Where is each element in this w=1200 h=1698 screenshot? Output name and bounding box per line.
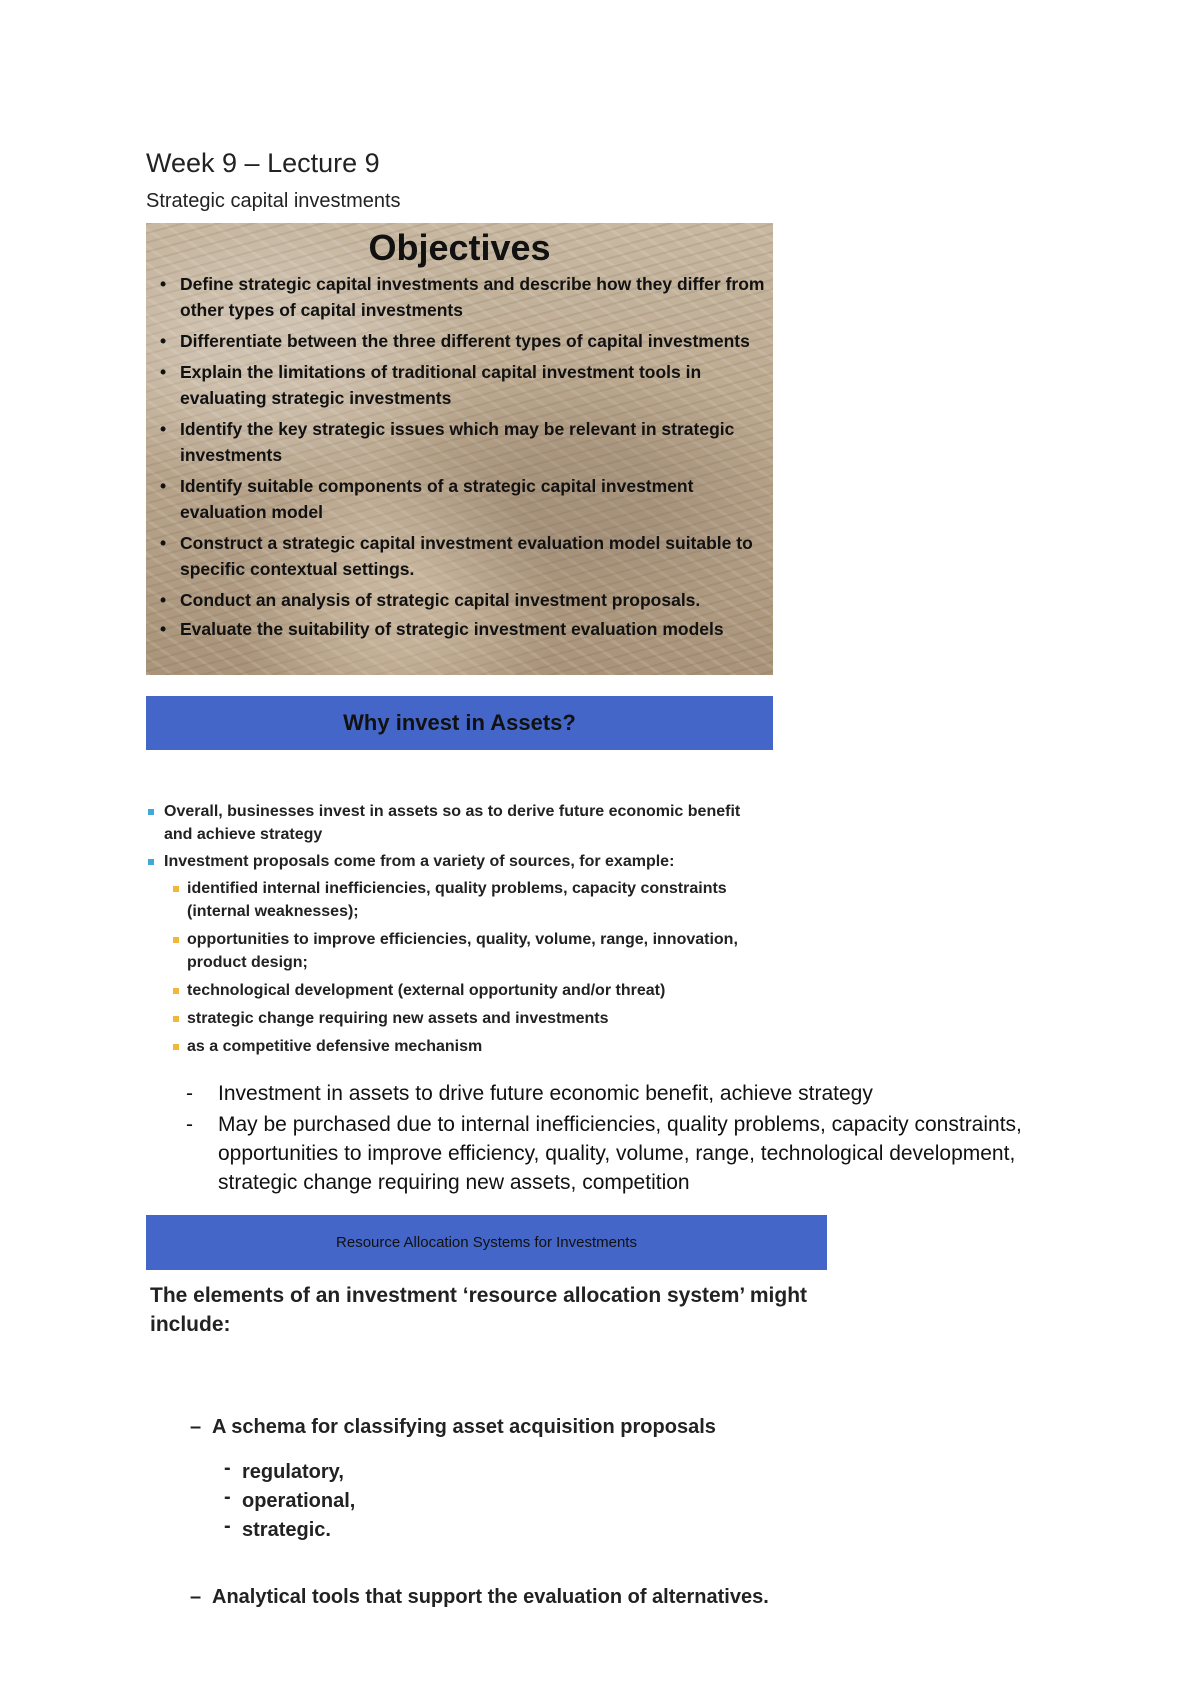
assets-subpoint: opportunities to improve efficiencies, quality, volume, range, innovation, product design; xyxy=(146,928,766,974)
objectives-list xyxy=(156,271,766,647)
assets-banner: Why invest in Assets? xyxy=(146,696,773,750)
note-item: - May be purchased due to internal inefficiencies, quality problems, capacity constraints, opportunities to improve efficiency, quality, volume, range, technological development, strategic change requiring new assets, competition xyxy=(186,1113,1022,1194)
objective-item: • Evaluate the suitability of strategic investment evaluation models xyxy=(160,619,724,639)
ras-subitem: - regulatory, xyxy=(224,1457,344,1483)
ras-intro: The elements of an investment ‘resource allocation system’ might include: xyxy=(150,1284,808,1336)
assets-subpoint: as a competitive defensive mechanism xyxy=(146,1035,766,1058)
objective-item: • Identify suitable components of a strategic capital investment evaluation model xyxy=(160,476,694,522)
document-title: Week 9 – Lecture 9 xyxy=(146,148,380,178)
objective-item: • Construct a strategic capital investment evaluation model suitable to specific contextual settings. xyxy=(160,533,753,579)
objective-item: • Conduct an analysis of strategic capital investment proposals. xyxy=(160,590,701,610)
objective-item: • Explain the limitations of traditional capital investment tools in evaluating strategic investments xyxy=(160,362,702,408)
bullet-square-icon xyxy=(173,1016,179,1022)
ras-subitem: - strategic. xyxy=(224,1515,331,1541)
assets-slide-body xyxy=(146,800,766,1063)
assets-subpoint: identified internal inefficiencies, quality problems, capacity constraints (internal weaknesses); xyxy=(146,877,766,923)
lecture-notes xyxy=(186,1079,1086,1199)
assets-point: Overall, businesses invest in assets so as to derive future economic benefit and achieve strategy xyxy=(146,800,766,846)
ras-banner: Resource Allocation Systems for Investments xyxy=(146,1215,827,1270)
objective-item: • Differentiate between the three different types of capital investments xyxy=(160,331,750,351)
bullet-square-icon xyxy=(173,937,179,943)
assets-point: Investment proposals come from a variety of sources, for example: xyxy=(146,850,766,873)
bullet-square-icon xyxy=(173,886,179,892)
note-item: - Investment in assets to drive future economic benefit, achieve strategy xyxy=(186,1082,873,1105)
ras-subitem: - operational, xyxy=(224,1486,356,1512)
objective-item: • Identify the key strategic issues which may be relevant in strategic investments xyxy=(160,419,735,465)
assets-subpoint: technological development (external opportunity and/or threat) xyxy=(146,979,766,1002)
ras-item: – Analytical tools that support the evaluation of alternatives. xyxy=(190,1586,769,1608)
document-subtitle: Strategic capital investments xyxy=(146,190,401,212)
assets-subpoint: strategic change requiring new assets and investments xyxy=(146,1007,766,1030)
objectives-title: Objectives xyxy=(368,227,551,268)
objective-item: • Define strategic capital investments and describe how they differ from other types of capital investments xyxy=(160,274,765,320)
bullet-square-icon xyxy=(173,988,179,994)
ras-item: – A schema for classifying asset acquisition proposals xyxy=(190,1416,716,1438)
bullet-square-icon xyxy=(148,809,154,815)
bullet-square-icon xyxy=(148,859,154,865)
objectives-slide xyxy=(146,223,773,675)
bullet-square-icon xyxy=(173,1044,179,1050)
